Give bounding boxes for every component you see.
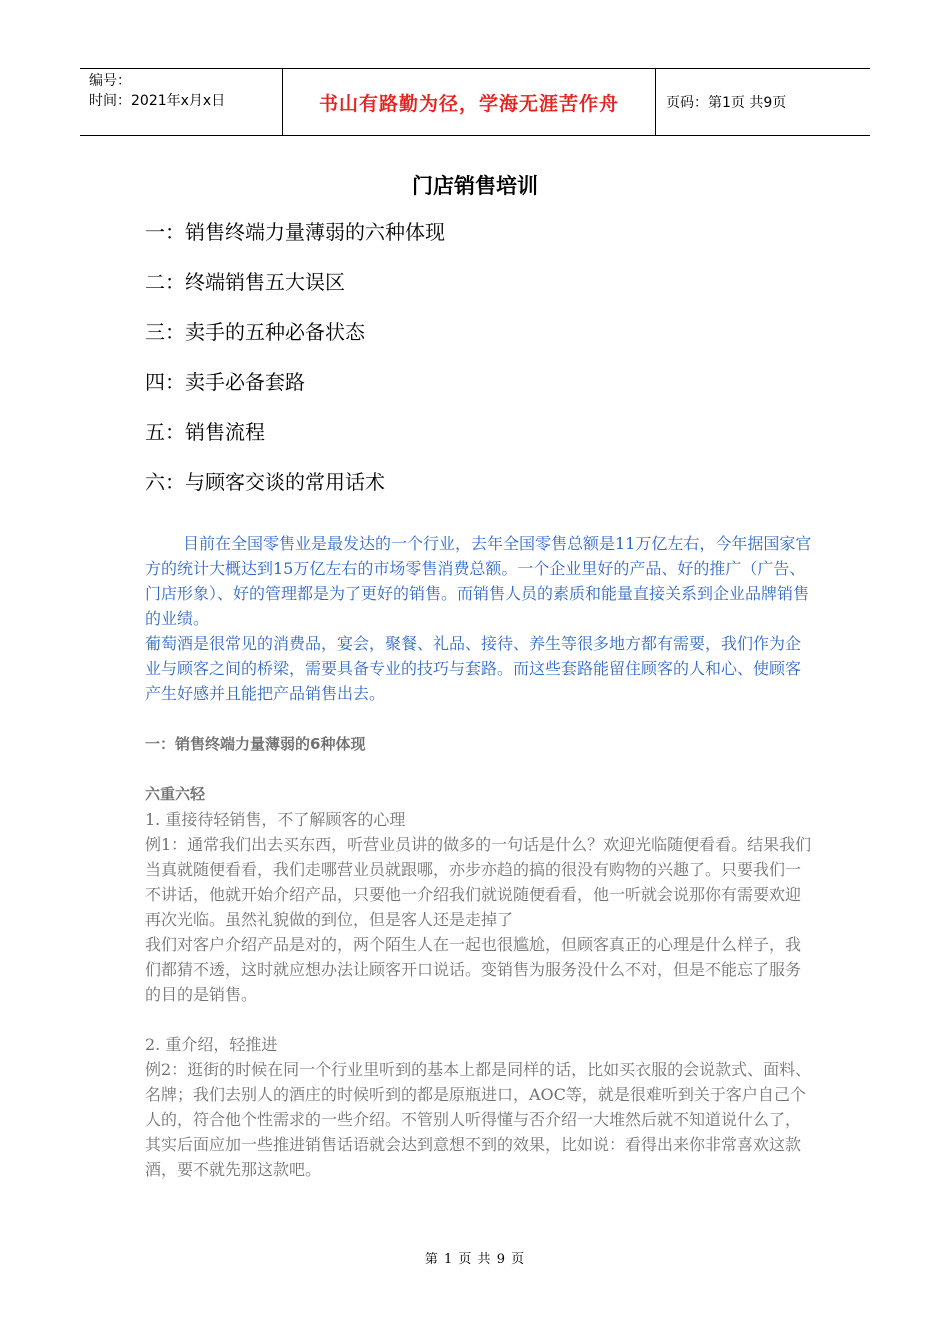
document-title: 门店销售培训 [412,174,538,198]
document-number-label: 编号： [89,73,131,89]
document-header [80,68,870,136]
note-paragraph: 我们对客户介绍产品是对的，两个陌生人在一起也很尴尬，但顾客真正的心理是什么样子，我们都猜不透，这时就应想办法让顾客开口说话。变销售为服务没什么不对，但是不能忘了服务的目的是销售。 [145,935,802,1004]
header-meta [80,69,282,135]
toc-item: 三：卖手的五种必备状态 [145,320,365,344]
header-page-info: 页码：第1页 共9页 [666,95,787,111]
section-body [145,782,813,1182]
page-footer: 第 1 页 共 9 页 [424,1252,526,1267]
toc-item: 六：与顾客交谈的常用话术 [145,470,385,494]
toc-item: 五：销售流程 [145,420,265,444]
toc-item: 一：销售终端力量薄弱的六种体现 [145,220,445,244]
document-date: 时间：2021年x月x日 [89,93,226,109]
section-heading: 一：销售终端力量薄弱的6种体现 [145,735,366,753]
item-title: 2. 重介绍，轻推进 [145,1035,278,1054]
sub-heading: 六重六轻 [145,785,206,803]
toc-item: 四：卖手必备套路 [145,370,305,394]
header-motto: 书山有路勤为径，学海无涯苦作舟 [282,69,656,135]
intro-paragraph: 目前在全国零售业是最发达的一个行业，去年全国零售总额是11万亿左右，今年据国家官方的统计大概达到15万亿左右的市场零售消费总额。一个企业里好的产品、好的推广（广告、门店形象）、好的管理都是为了更好的销售。而销售人员的素质和能量直接关系到企业品牌销售的业绩。 [145,534,812,628]
item-title: 1. 重接待轻销售，不了解顾客的心理 [145,810,406,829]
intro-paragraph: 葡萄酒是很常见的消费品，宴会，聚餐、礼品、接待、养生等很多地方都有需要，我们作为企业与顾客之间的桥梁，需要具备专业的技巧与套路。而这些套路能留住顾客的人和心、使顾客产生好感并且能把产品销售出去。 [145,634,802,703]
table-of-contents [145,219,445,519]
example-paragraph: 例1：通常我们出去买东西，听营业员讲的做多的一句话是什么？欢迎光临随便看看。结果我们当真就随便看看，我们走哪营业员就跟哪，亦步亦趋的搞的很没有购物的兴趣了。只要我们一不讲话，他就开始介绍产品，只要他一介绍我们就说随便看看，他一听就会说那你有需要欢迎再次光临。虽然礼貌做的到位，但是客人还是走掉了 [145,835,812,929]
toc-item: 二：终端销售五大误区 [145,270,345,294]
intro-section [145,531,813,706]
example-paragraph: 例2：逛街的时候在同一个行业里听到的基本上都是同样的话，比如买衣服的会说款式、面料、名牌；我们去别人的酒庄的时候听到的都是原瓶进口，AOC等，就是很难听到关于客户自己个人的，符合他个性需求的一些介绍。不管别人听得懂与否介绍一大堆然后就不知道说什么了，其实后面应加一些推进销售话语就会达到意想不到的效果，比如说：看得出来你非常喜欢这款酒，要不就先那这款吧。 [145,1060,812,1179]
